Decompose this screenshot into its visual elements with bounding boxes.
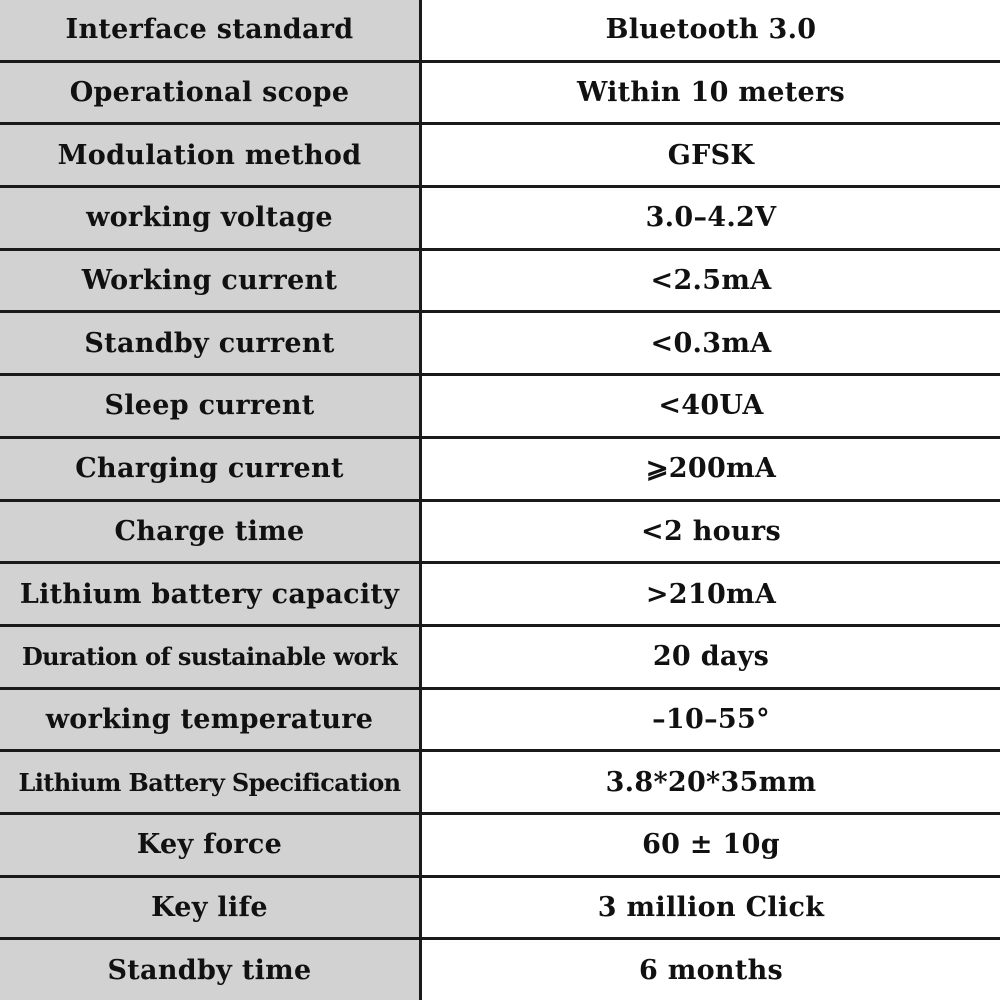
spec-value: <2 hours <box>422 502 1000 562</box>
spec-value: >210mA <box>422 564 1000 624</box>
spec-label: Lithium battery capacity <box>0 564 422 624</box>
spec-label: Key force <box>0 815 422 875</box>
spec-row-working-current <box>0 248 1000 311</box>
spec-value: 60 ± 10g <box>422 815 1000 875</box>
spec-row-key-force <box>0 812 1000 875</box>
spec-value: <0.3mA <box>422 313 1000 373</box>
spec-label: working voltage <box>0 188 422 248</box>
spec-label: Key life <box>0 878 422 938</box>
spec-value: 3 million Click <box>422 878 1000 938</box>
spec-value: <40UA <box>422 376 1000 436</box>
spec-row-modulation-method <box>0 122 1000 185</box>
spec-row-standby-time <box>0 937 1000 1000</box>
spec-row-sleep-current <box>0 373 1000 436</box>
spec-label: Standby current <box>0 313 422 373</box>
spec-label: Standby time <box>0 940 422 1000</box>
spec-value: Bluetooth 3.0 <box>422 0 1000 60</box>
spec-row-standby-current <box>0 310 1000 373</box>
spec-label: Duration of sustainable work <box>0 627 422 687</box>
spec-label: Lithium Battery Specification <box>0 752 422 812</box>
spec-label: Charge time <box>0 502 422 562</box>
spec-value: Within 10 meters <box>422 63 1000 123</box>
spec-value: <2.5mA <box>422 251 1000 311</box>
spec-label: Interface standard <box>0 0 422 60</box>
spec-value: 3.0–4.2V <box>422 188 1000 248</box>
spec-value: 6 months <box>422 940 1000 1000</box>
spec-label: Operational scope <box>0 63 422 123</box>
spec-row-key-life <box>0 875 1000 938</box>
spec-row-operational-scope <box>0 60 1000 123</box>
spec-label: Charging current <box>0 439 422 499</box>
spec-row-interface-standard <box>0 0 1000 60</box>
spec-row-battery-capacity <box>0 561 1000 624</box>
spec-row-charging-current <box>0 436 1000 499</box>
spec-row-charge-time <box>0 499 1000 562</box>
spec-label: Sleep current <box>0 376 422 436</box>
spec-label: working temperature <box>0 690 422 750</box>
spec-value: GFSK <box>422 125 1000 185</box>
spec-row-working-voltage <box>0 185 1000 248</box>
spec-row-sustainable-work-duration <box>0 624 1000 687</box>
spec-value: 20 days <box>422 627 1000 687</box>
spec-label: Working current <box>0 251 422 311</box>
spec-value: 3.8*20*35mm <box>422 752 1000 812</box>
spec-label: Modulation method <box>0 125 422 185</box>
spec-value: ⩾200mA <box>422 439 1000 499</box>
spec-row-working-temperature <box>0 687 1000 750</box>
spec-value: –10–55° <box>422 690 1000 750</box>
spec-row-battery-specification <box>0 749 1000 812</box>
